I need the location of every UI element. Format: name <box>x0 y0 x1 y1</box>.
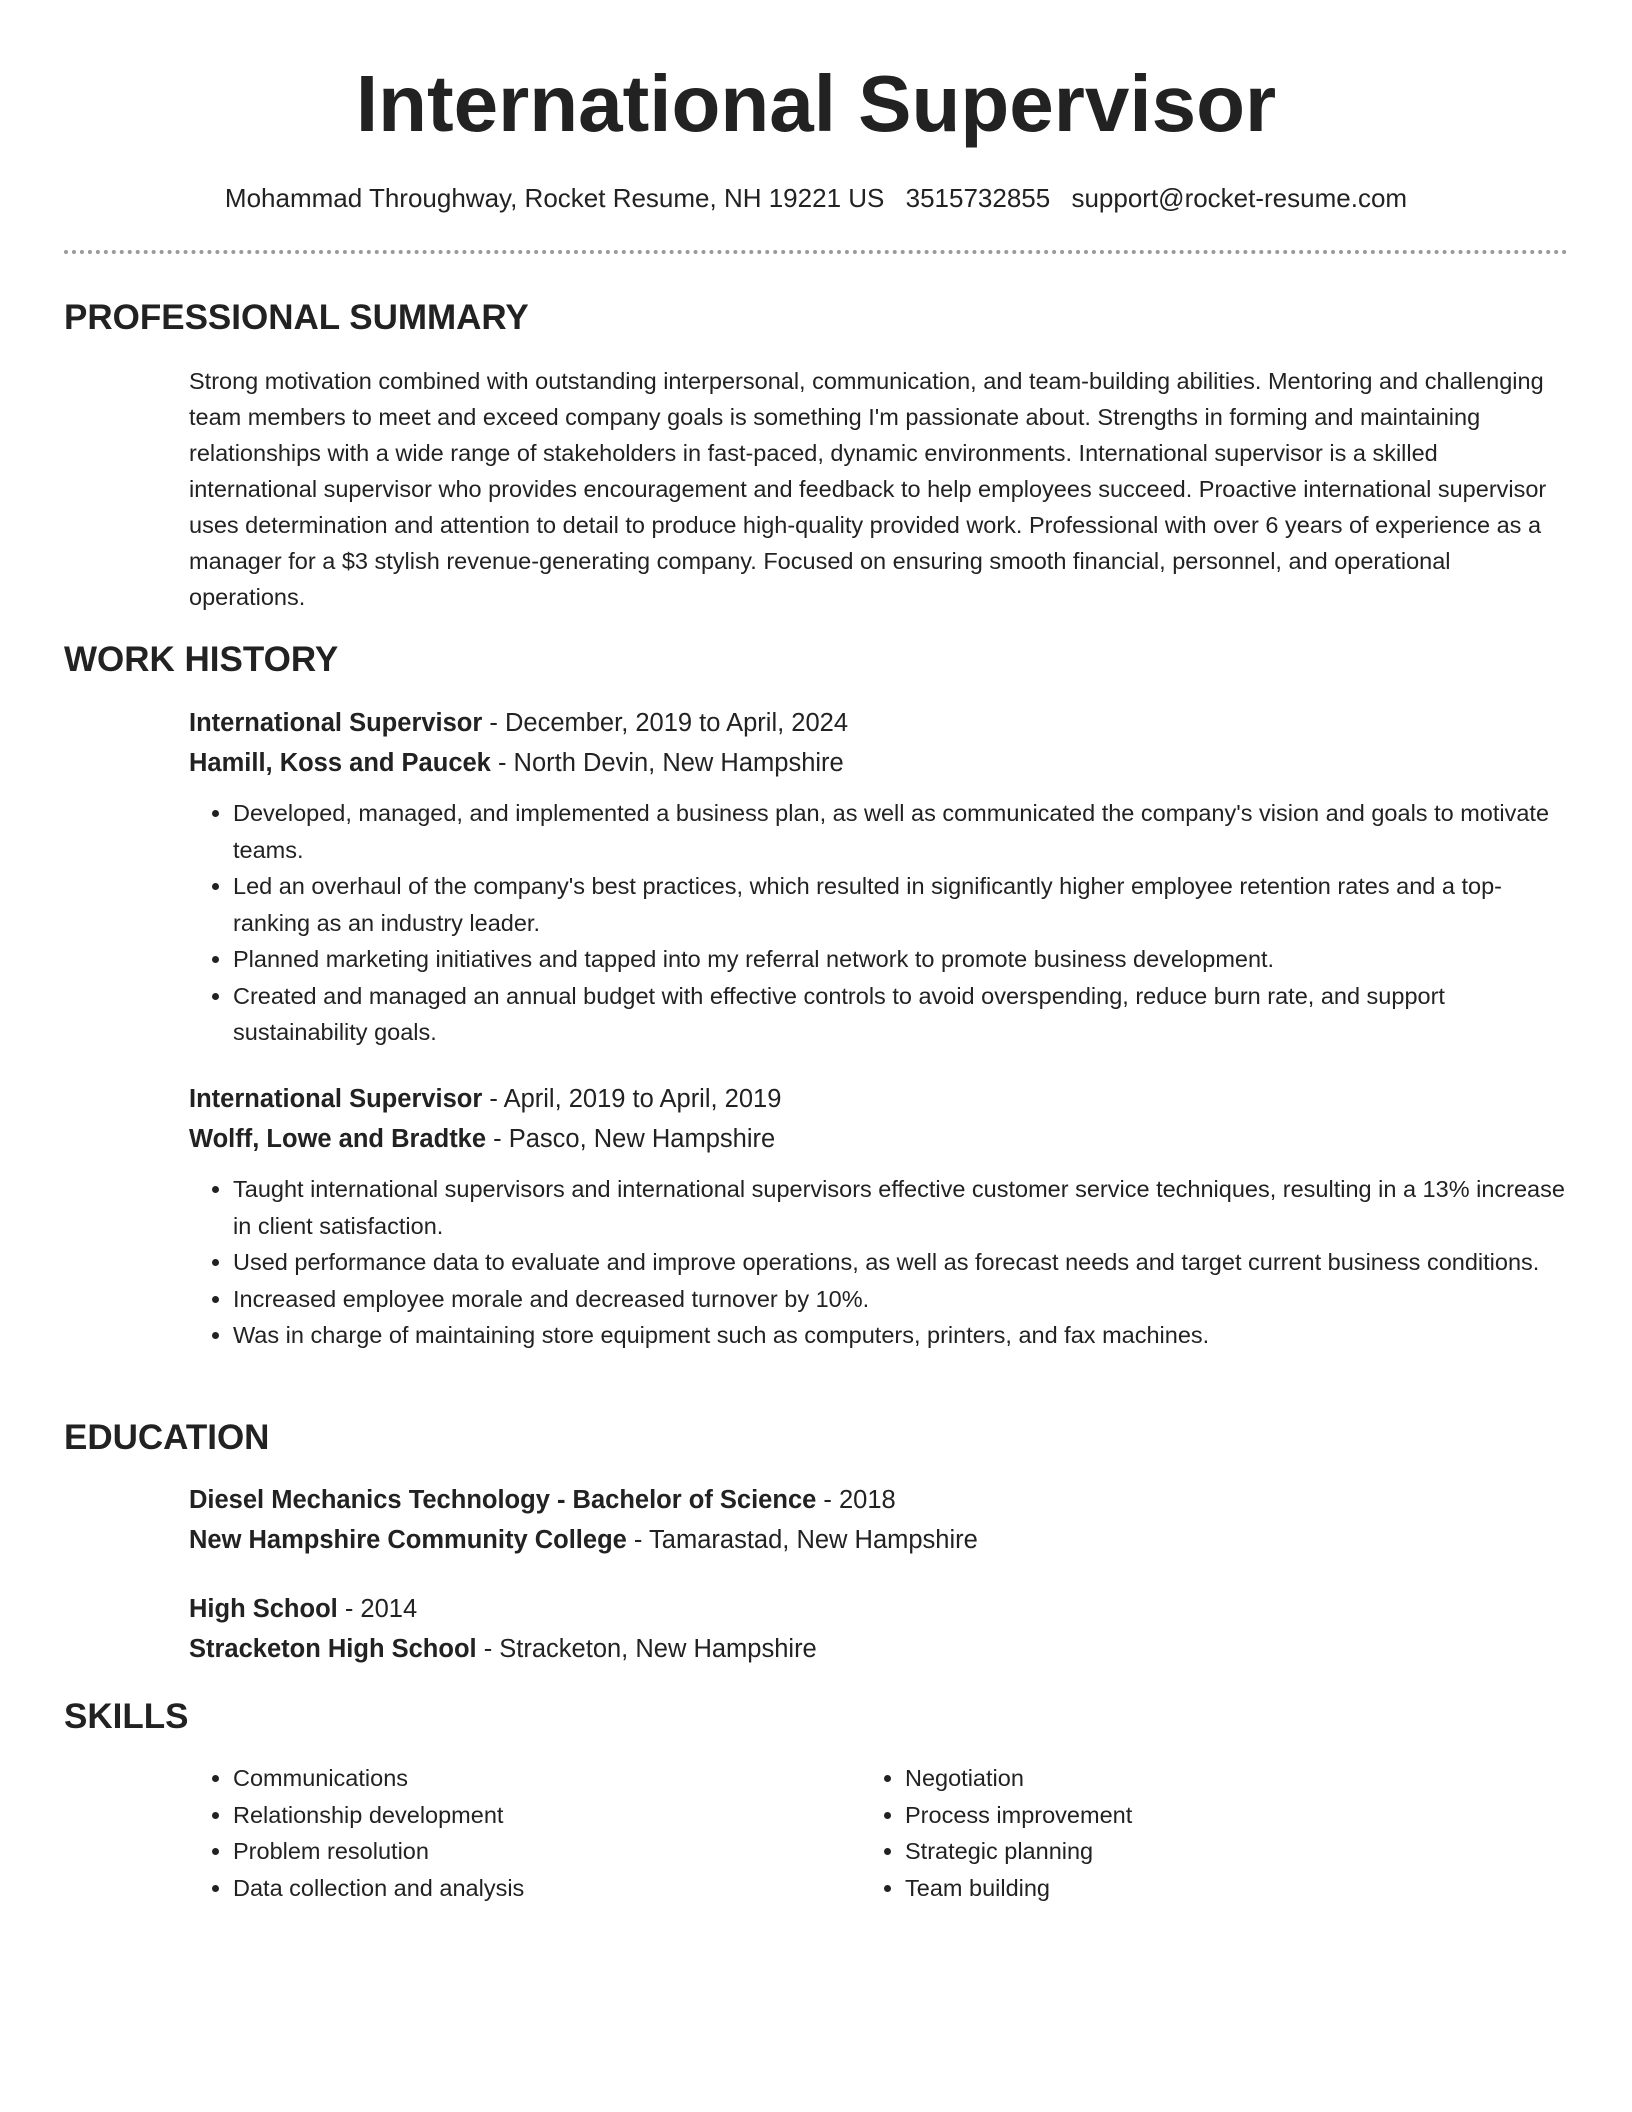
section-heading-education: EDUCATION <box>64 1418 270 1457</box>
contact-phone: 3515732855 <box>905 183 1051 213</box>
job-title: International Supervisor <box>189 1085 483 1113</box>
education-location: - Tamarastad, New Hampshire <box>626 1526 978 1554</box>
job-title-line <box>189 703 1568 743</box>
contact-email: support@rocket-resume.com <box>1071 183 1408 213</box>
education-location: - Stracketon, New Hampshire <box>476 1635 817 1663</box>
job-bullets <box>189 1171 1568 1354</box>
skills-list-left <box>189 1760 809 1906</box>
skill-item: • Problem resolution <box>233 1833 809 1870</box>
job-company-line <box>189 1119 1568 1159</box>
education-degree-line <box>189 1480 1568 1520</box>
section-heading-summary: PROFESSIONAL SUMMARY <box>64 298 529 337</box>
job-company-line <box>189 743 1568 783</box>
contact-address: Mohammad Throughway, Rocket Resume, NH 19221 US <box>224 183 885 213</box>
job-bullet: • Developed, managed, and implemented a business plan, as well as communicated the company's vision and goals to motivate teams. <box>233 795 1568 868</box>
skills-column-right <box>861 1760 1481 1906</box>
education-school-line <box>189 1629 1568 1669</box>
skill-item: • Data collection and analysis <box>233 1870 809 1907</box>
education-year: - 2014 <box>337 1595 418 1623</box>
job-bullet: • Led an overhaul of the company's best practices, which resulted in significantly higher employee retention rates and a top-ranking as an industry leader. <box>233 868 1568 941</box>
skills-list-right <box>861 1760 1481 1906</box>
education-entry <box>189 1480 1568 1560</box>
education-degree-line <box>189 1589 1568 1629</box>
job-bullet: • Increased employee morale and decreased turnover by 10%. <box>233 1281 1568 1318</box>
job-bullet: • Taught international supervisors and international supervisors effective customer service techniques, resulting in a 13% increase in client satisfaction. <box>233 1171 1568 1244</box>
job-location: - Pasco, New Hampshire <box>486 1125 776 1153</box>
job-company: Hamill, Koss and Paucek <box>189 749 491 777</box>
education-school-line <box>189 1520 1568 1560</box>
job-bullet: • Created and managed an annual budget with effective controls to avoid overspending, reduce burn rate, and support sustainability goals. <box>233 978 1568 1051</box>
section-heading-work-history: WORK HISTORY <box>64 640 339 679</box>
job-company: Wolff, Lowe and Bradtke <box>189 1125 487 1153</box>
job-title-line <box>189 1079 1568 1119</box>
section-heading-skills: SKILLS <box>64 1697 189 1736</box>
job-dates: - April, 2019 to April, 2019 <box>482 1085 782 1113</box>
contact-info <box>0 180 1632 216</box>
header-divider <box>64 250 1568 254</box>
job-bullet: • Used performance data to evaluate and improve operations, as well as forecast needs and target current business conditions. <box>233 1244 1568 1281</box>
job-entry <box>189 1079 1568 1354</box>
skill-item: • Negotiation <box>905 1760 1481 1797</box>
job-bullets <box>189 795 1568 1051</box>
skill-item: • Team building <box>905 1870 1481 1907</box>
education-school: New Hampshire Community College <box>189 1526 627 1554</box>
skill-item: • Relationship development <box>233 1797 809 1834</box>
summary-text: Strong motivation combined with outstanding interpersonal, communication, and team-building abilities. Mentoring and challenging team members to meet and exceed company goals is something I'm passionate about. Strengths in forming and maintaining relationships with a wide range of stakeholders in fast-paced, dynamic environments. International supervisor is a skilled international supervisor who provides encouragement and feedback to help employees succeed. Proactive international supervisor uses determination and attention to detail to produce high-quality provided work. Professional with over 6 years of experience as a manager for a $3 stylish revenue-generating company. Focused on ensuring smooth financial, personnel, and operational operations. <box>189 368 1547 610</box>
education-degree: Diesel Mechanics Technology - Bachelor of Science <box>189 1486 817 1514</box>
education-school: Stracketon High School <box>189 1635 477 1663</box>
job-dates: - December, 2019 to April, 2024 <box>482 709 849 737</box>
job-location: - North Devin, New Hampshire <box>490 749 844 777</box>
skill-item: • Communications <box>233 1760 809 1797</box>
education-entry <box>189 1589 1568 1669</box>
education-degree: High School <box>189 1595 338 1623</box>
job-bullet: • Planned marketing initiatives and tapped into my referral network to promote business development. <box>233 941 1568 978</box>
education-year: - 2018 <box>816 1486 896 1514</box>
summary-block <box>189 363 1568 615</box>
resume-title: International Supervisor <box>355 59 1277 148</box>
job-bullet: • Was in charge of maintaining store equipment such as computers, printers, and fax machines. <box>233 1317 1568 1354</box>
job-title: International Supervisor <box>189 709 483 737</box>
skill-item: • Process improvement <box>905 1797 1481 1834</box>
job-entry <box>189 703 1568 1051</box>
skill-item: • Strategic planning <box>905 1833 1481 1870</box>
skills-column-left <box>189 1760 809 1906</box>
